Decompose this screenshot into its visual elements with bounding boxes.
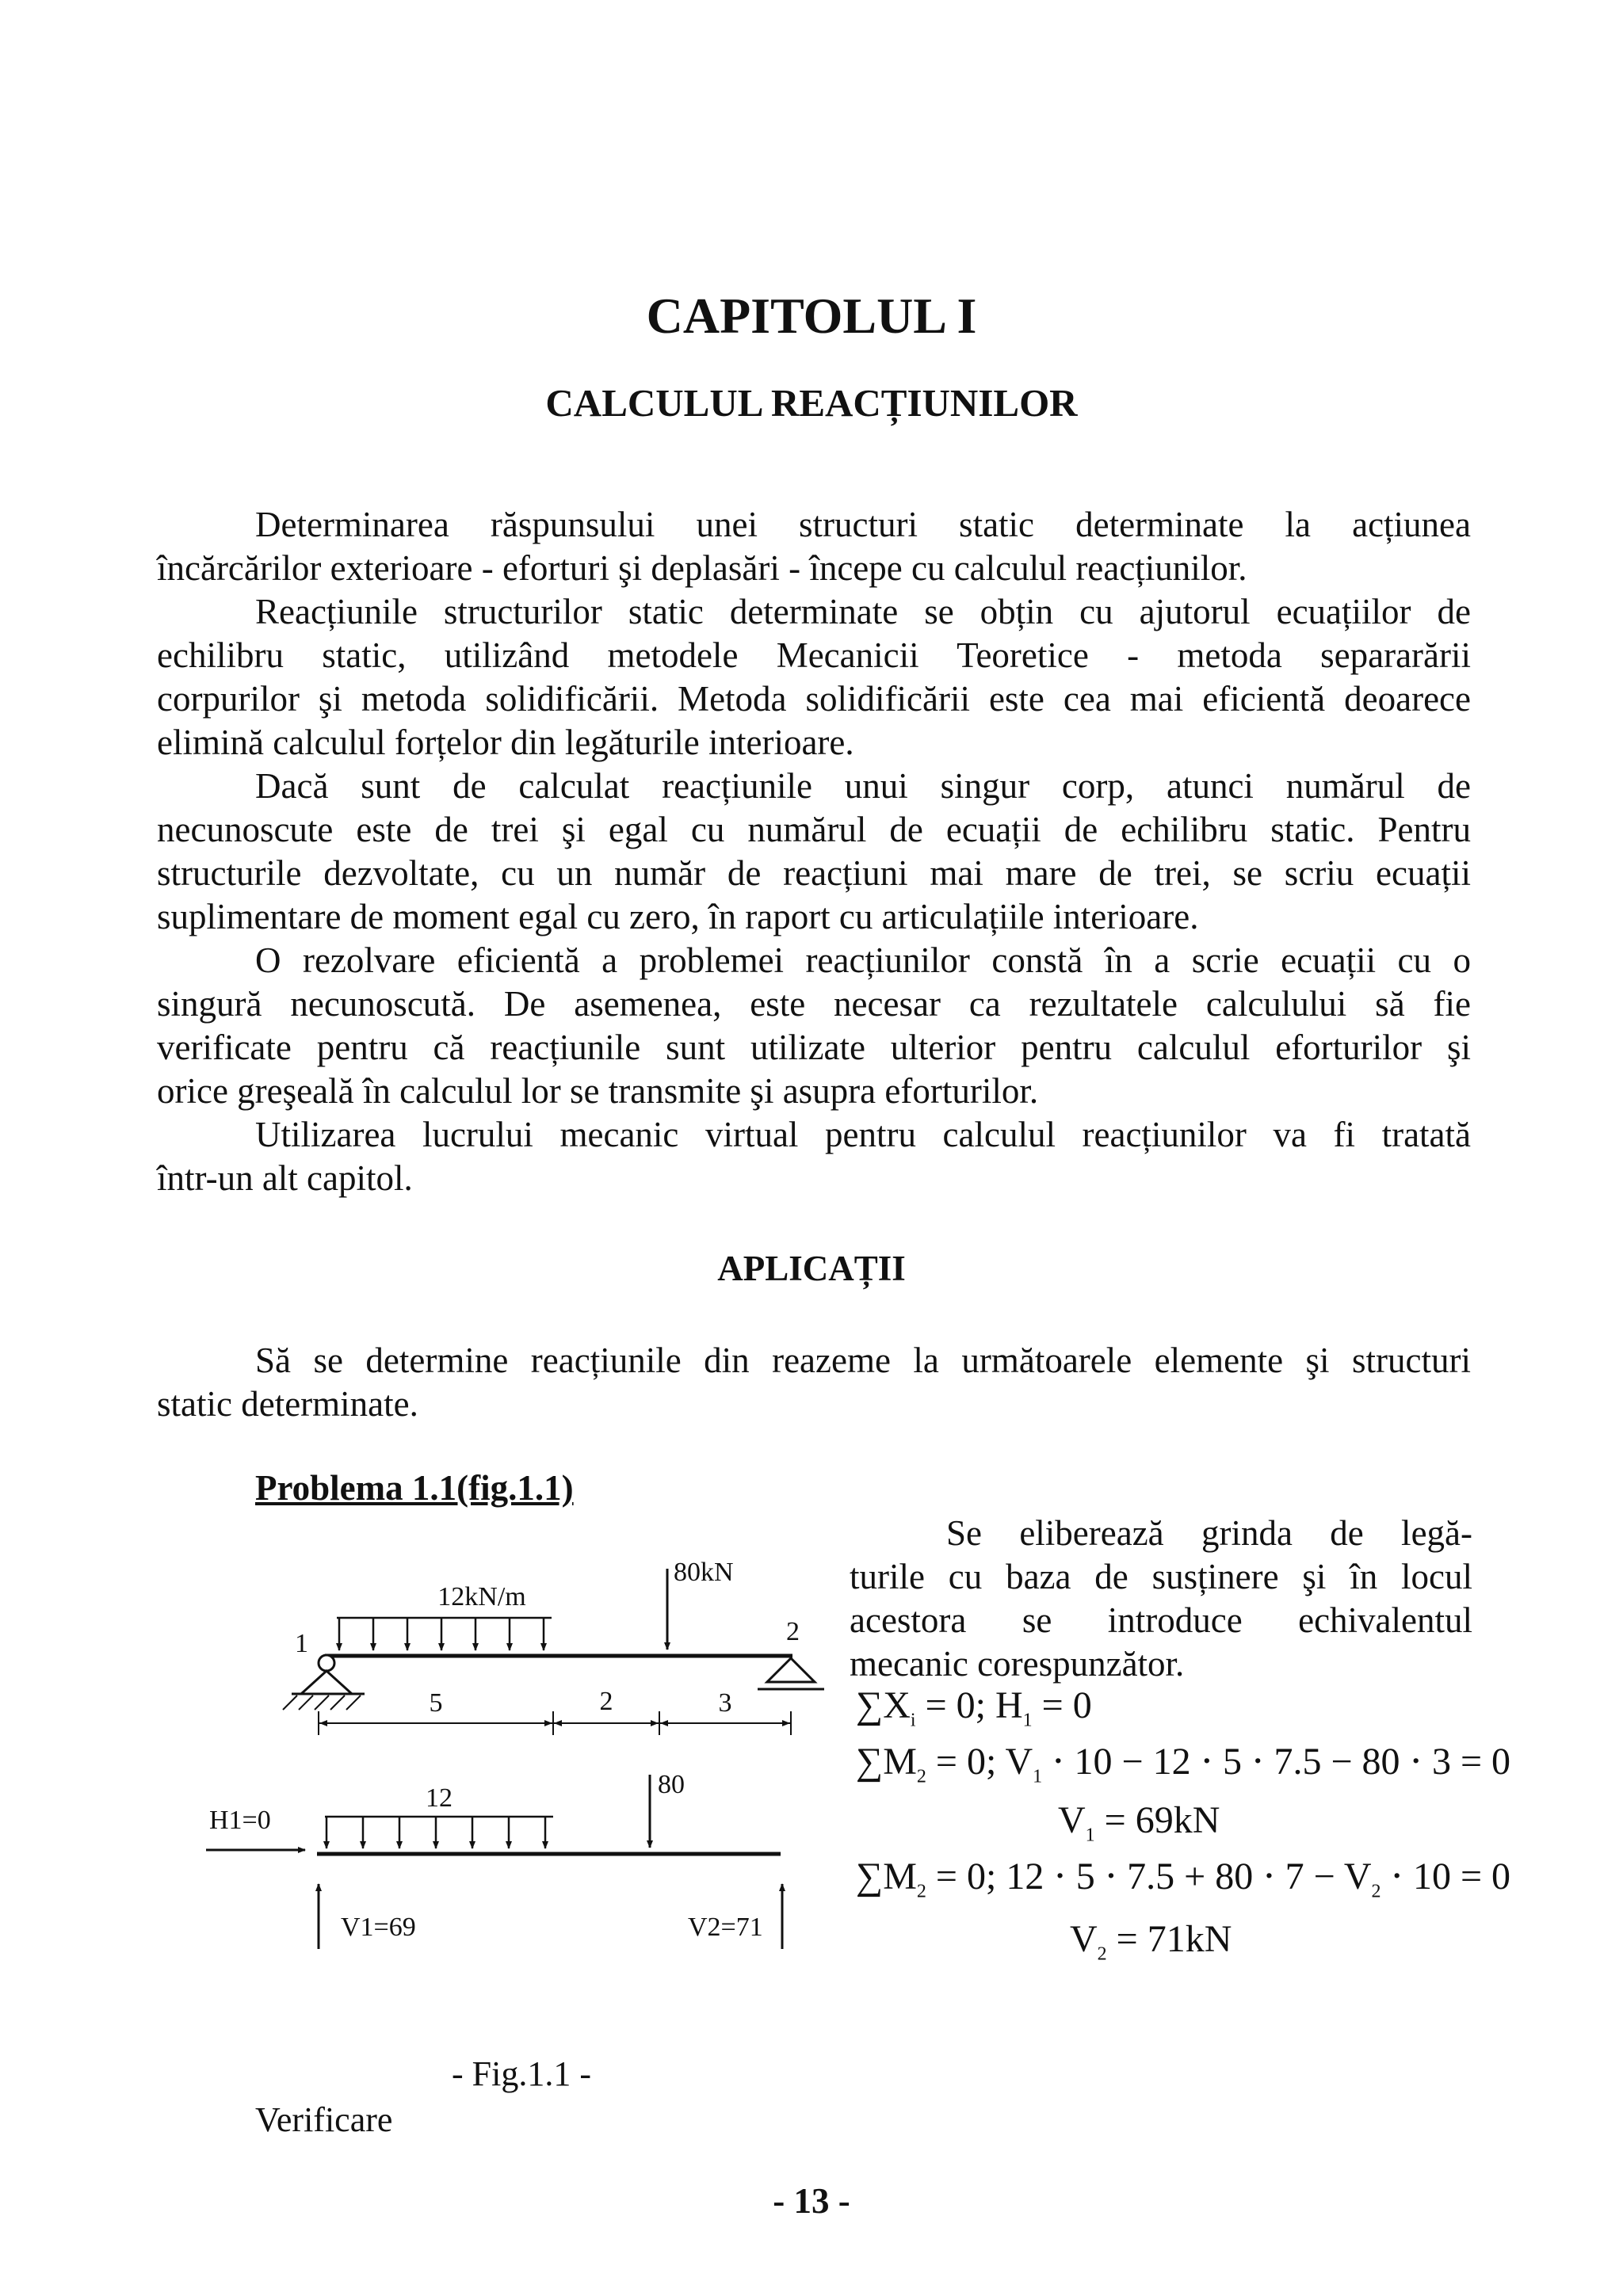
paragraph-5 bbox=[157, 1113, 1471, 1200]
paragraph-line: suplimentare de moment egal cu zero, în raport cu articulațiile interioare. bbox=[157, 897, 1199, 936]
section-title: APLICAȚII bbox=[717, 1249, 906, 1288]
dim-label-1: 5 bbox=[429, 1688, 443, 1718]
chapter-heading: CAPITOLUL I bbox=[646, 288, 977, 344]
paragraph-line: elimină calculul forțelor din legăturile interioare. bbox=[157, 723, 854, 762]
equation-5: $V_2 = 71kN$ bbox=[1070, 1918, 1232, 1965]
paragraph-line: O rezolvare eficientă a problemei reacțiunilor constă în a scrie ecuații cu o bbox=[255, 940, 1471, 980]
node-2-label: 2 bbox=[786, 1617, 800, 1646]
paragraph-line: Determinarea răspunsului unei structuri static determinate la acțiunea bbox=[255, 505, 1471, 544]
equation-4: $\sum M_2 = 0$; $12 \cdot 5 \cdot 7.5 + 80 \cdot 7 - V_2 \cdot 10 = 0$ bbox=[856, 1855, 1511, 1902]
chapter-title: CALCULUL REACȚIUNILOR bbox=[545, 381, 1078, 425]
sum-symbol: ∑ bbox=[856, 1855, 884, 1897]
paragraph-line: static determinate. bbox=[157, 1384, 418, 1424]
paragraph-line: Dacă sunt de calculat reacțiunile unui singur corp, atunci numărul de bbox=[255, 766, 1471, 806]
equation-3: $V_1 = 69kN$ bbox=[1058, 1799, 1220, 1846]
roller-support bbox=[767, 1658, 815, 1682]
paragraph-line: Se eliberează grinda de legă- bbox=[946, 1513, 1472, 1553]
point-value-label: 80 bbox=[658, 1770, 685, 1799]
intro-paragraph bbox=[157, 1339, 1471, 1426]
paragraph-line: echilibru static, utilizând metodele Mecanicii Teoretice - metoda separarării bbox=[157, 635, 1471, 675]
page-number: - 13 - bbox=[773, 2181, 850, 2221]
paragraph-line: structurile dezvoltate, cu un număr de reacțiuni mai mare de trei, se scriu ecuații bbox=[157, 853, 1471, 893]
solution-text bbox=[850, 1512, 1472, 1686]
paragraph-line: acestora se introduce echivalentul bbox=[850, 1600, 1472, 1640]
equation-2: $\sum M_2 = 0$; $V_1 \cdot 10 - 12 \cdot 5 \cdot 7.5 - 80 \cdot 3 = 0$ bbox=[856, 1741, 1511, 1787]
paragraph-line: într-un alt capitol. bbox=[157, 1158, 413, 1198]
paragraph-3 bbox=[157, 765, 1471, 939]
v2-label: V2=71 bbox=[688, 1913, 763, 1942]
paragraph-2 bbox=[157, 590, 1471, 765]
load-label: 12kN/m bbox=[437, 1582, 526, 1611]
pin-support bbox=[301, 1671, 352, 1694]
paragraph-line: Utilizarea lucrului mecanic virtual pentru calculul reacțiunilor va fi tratată bbox=[255, 1115, 1471, 1154]
paragraph-line: corpurilor şi metoda solidificării. Metoda solidificării este cea mai eficientă deoarece bbox=[157, 679, 1471, 719]
dim-label-2: 2 bbox=[599, 1687, 613, 1716]
node-1-label: 1 bbox=[295, 1629, 308, 1658]
equation-1: $\sum X_i = 0$; $H_1 = 0$ bbox=[856, 1684, 1092, 1731]
problem-title: Problema 1.1(fig.1.1) bbox=[255, 1468, 574, 1508]
h1-label: H1=0 bbox=[209, 1806, 271, 1835]
sum-symbol: ∑ bbox=[856, 1684, 884, 1726]
pin-joint bbox=[319, 1655, 334, 1671]
paragraph-line: orice greşeală în calculul lor se transmite şi asupra eforturilor. bbox=[157, 1071, 1039, 1111]
paragraph-line: încărcărilor exterioare - eforturi şi deplasări - începe cu calculul reacțiunilor. bbox=[157, 548, 1247, 588]
paragraph-line: singură necunoscută. De asemenea, este necesar ca rezultatele calculului să fie bbox=[157, 984, 1471, 1024]
beam-figure bbox=[198, 1553, 832, 1997]
paragraph-line: mecanic corespunzător. bbox=[850, 1644, 1185, 1684]
paragraph-line: Să se determine reacțiunile din reazeme la următoarele elemente şi structuri bbox=[255, 1341, 1471, 1380]
paragraph-line: verificate pentru că reacțiunile sunt utilizate ulterior pentru calculul eforturilor şi bbox=[157, 1028, 1471, 1067]
paragraph-1 bbox=[157, 503, 1471, 590]
point-load-label: 80kN bbox=[674, 1558, 734, 1587]
sum-symbol: ∑ bbox=[856, 1741, 884, 1783]
dim-label-3: 3 bbox=[718, 1688, 732, 1718]
paragraph-line: turile cu baza de susținere şi în locul bbox=[850, 1557, 1472, 1596]
paragraph-4 bbox=[157, 939, 1471, 1113]
figure-caption: - Fig.1.1 - bbox=[452, 2054, 591, 2093]
paragraph-line: necunoscute este de trei şi egal cu numărul de ecuații de echilibru static. Pentru bbox=[157, 810, 1471, 849]
verification-label: Verificare bbox=[255, 2100, 393, 2139]
load-value-label: 12 bbox=[426, 1783, 453, 1813]
v1-label: V1=69 bbox=[341, 1913, 416, 1942]
paragraph-line: Reacțiunile structurilor static determinate se obțin cu ajutorul ecuațiilor de bbox=[255, 592, 1471, 631]
